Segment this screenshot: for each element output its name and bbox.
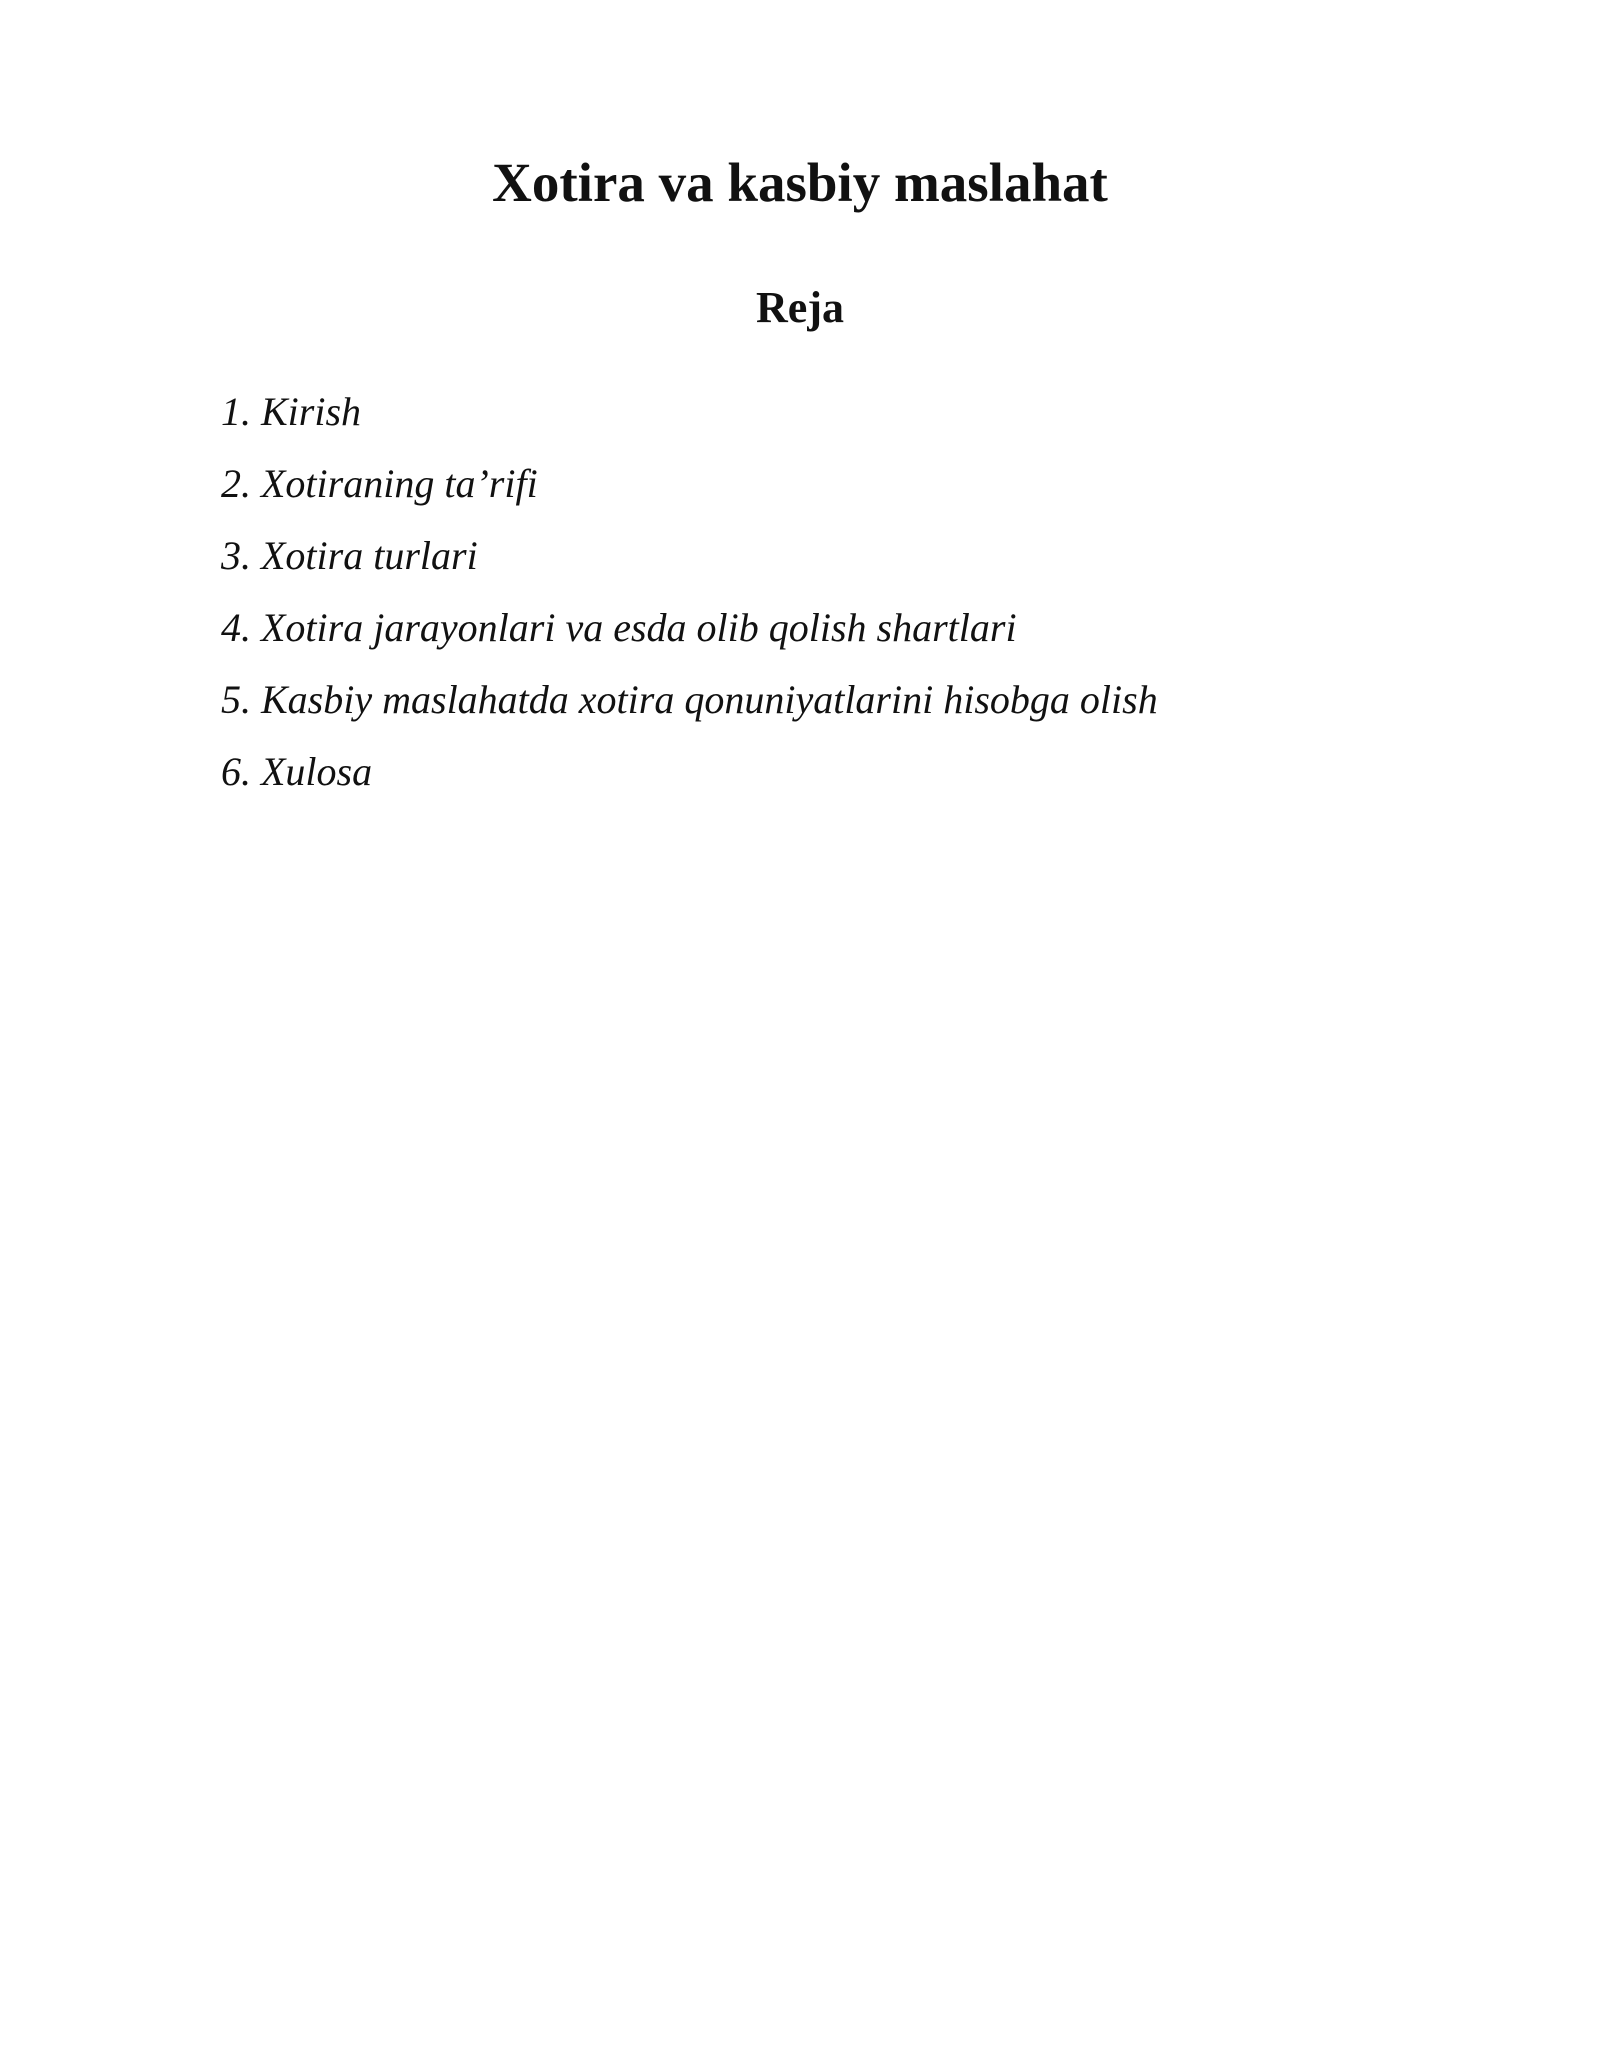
- document-title: Xotira va kasbiy maslahat: [492, 152, 1108, 213]
- plan-item-definition: 2. Xotiraning ta’rifi: [221, 461, 538, 506]
- plan-item-types: 3. Xotira turlari: [221, 533, 478, 578]
- plan-item-conclusion: 6. Xulosa: [221, 749, 373, 794]
- plan-heading: Reja: [756, 283, 844, 332]
- plan-item-intro: 1. Kirish: [221, 389, 362, 434]
- plan-item-counseling: 5. Kasbiy maslahatda xotira qonuniyatlarini hisobga olish: [221, 677, 1158, 722]
- plan-item-processes: 4. Xotira jarayonlari va esda olib qolish shartlari: [221, 605, 1017, 650]
- plan-list: [221, 388, 1158, 820]
